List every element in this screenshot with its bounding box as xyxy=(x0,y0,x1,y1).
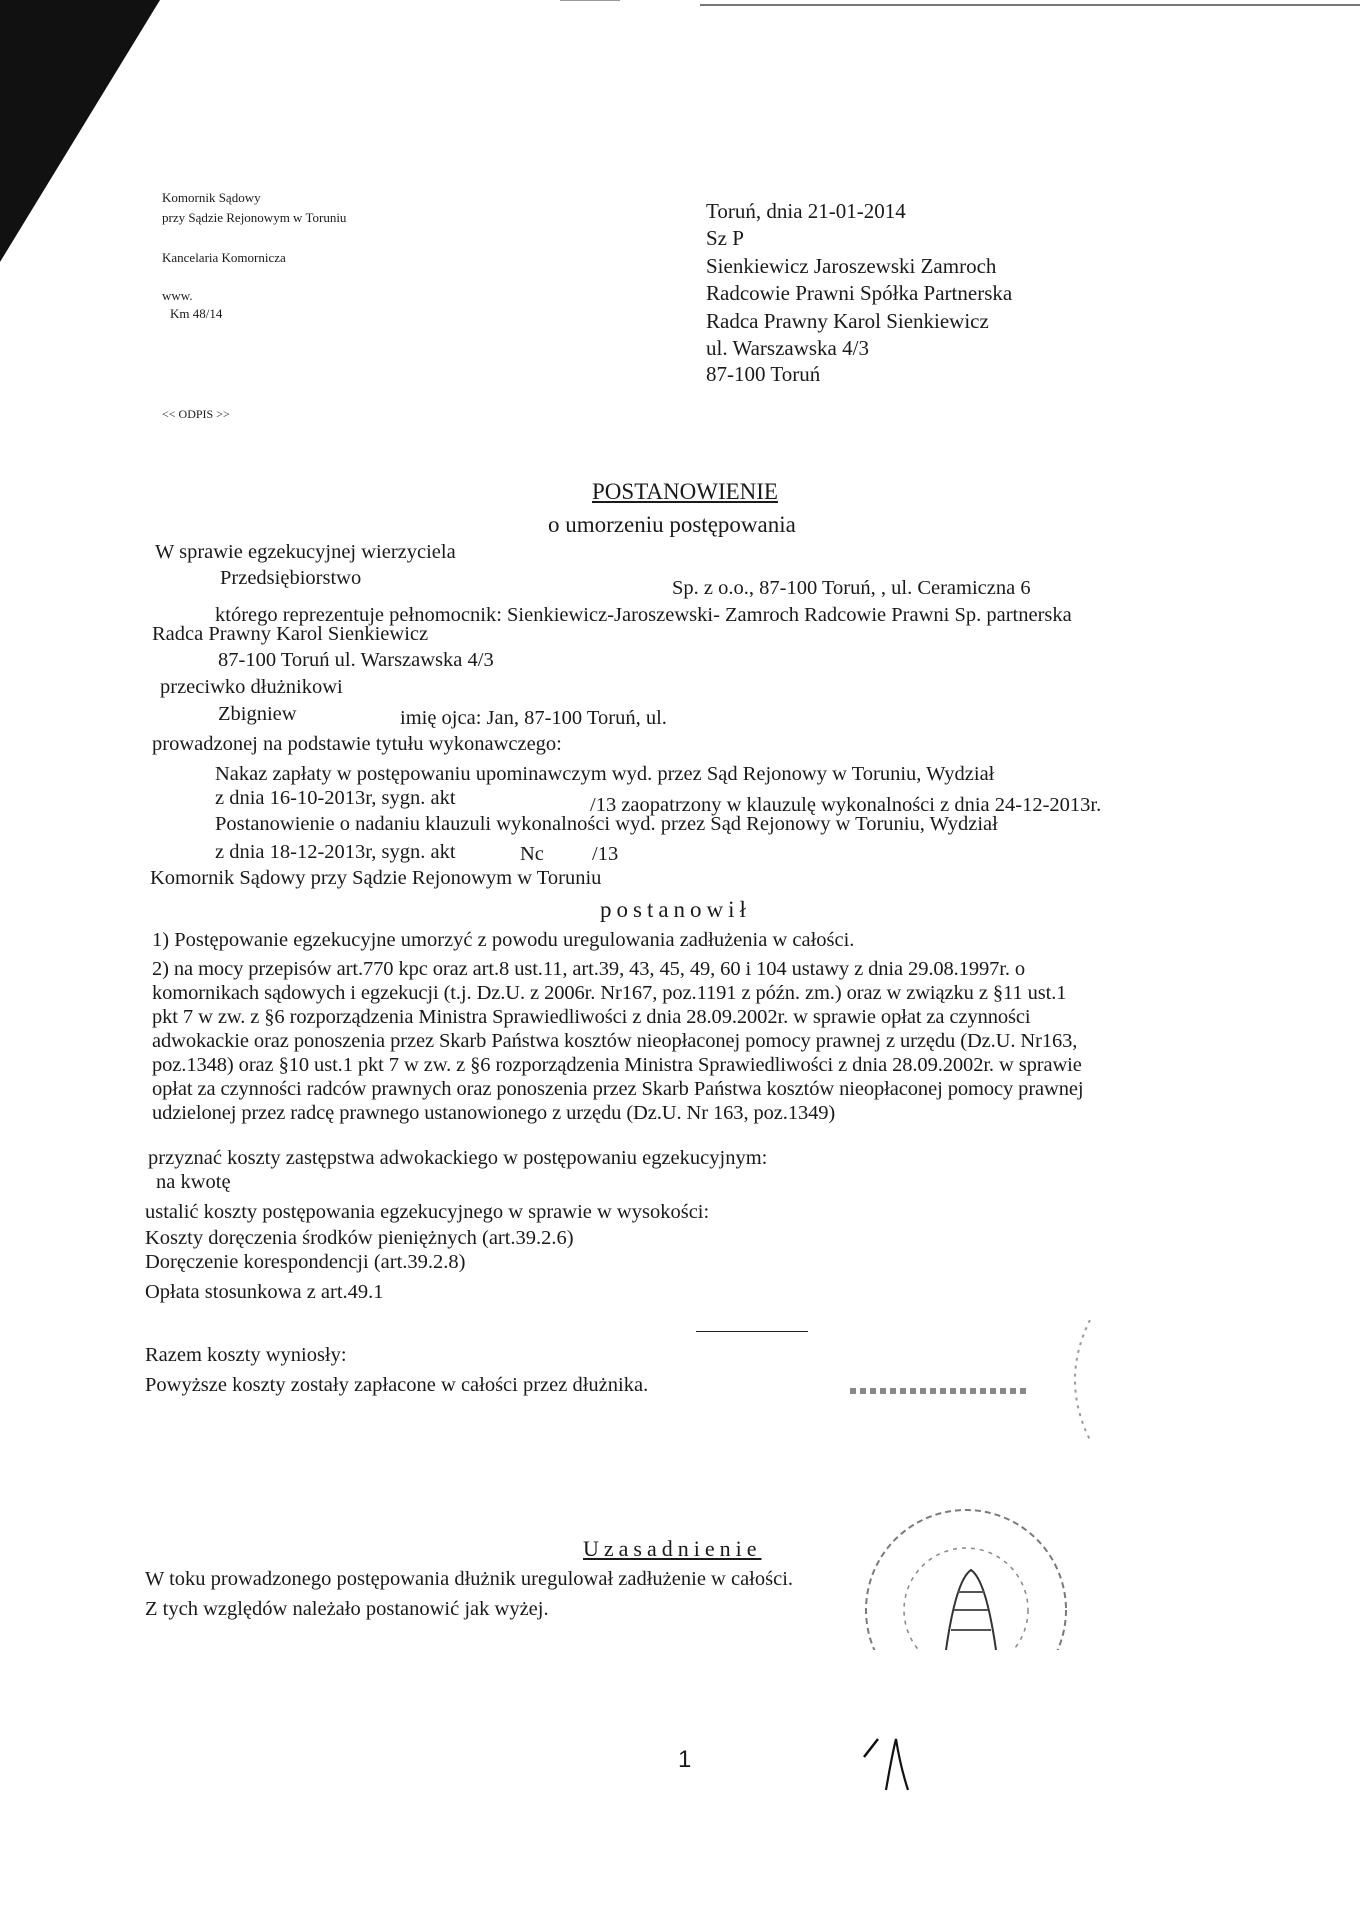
represented-by: którego reprezentuje pełnomocnik: Sienkiewicz-Jaroszewski- Zamroch Radcowie Prawni Sp. partnerska xyxy=(215,604,1072,626)
office-name: Komornik Sądowy xyxy=(162,190,261,205)
based-on: prowadzonej na podstawie tytułu wykonawczego: xyxy=(152,733,562,755)
copy-marker: << ODPIS >> xyxy=(162,407,230,421)
document-subtitle: o umorzeniu postępowania xyxy=(548,512,796,537)
point2-line: opłat za czynności radców prawnych oraz ponoszenia przez Skarb Państwa kosztów nieopłaconej pomocy prawnej xyxy=(152,1078,1084,1100)
title1-ref: /13 zaopatrzony w klauzulę wykonalności z dnia 24-12-2013r. xyxy=(590,794,1102,816)
recipient-line: ul. Warszawska 4/3 xyxy=(706,336,869,360)
point2-line: poz.1348) oraz §10 ust.1 pkt 7 w zw. z §6 rozporządzenia Ministra Sprawiedliwości z dnia 28.09.2002r. w sprawie xyxy=(152,1054,1082,1076)
official-seal-stamp xyxy=(846,1500,1076,1650)
justification-line: W toku prowadzonego postępowania dłużnik uregulował zadłużenie w całości. xyxy=(145,1568,794,1590)
total-label: Razem koszty wyniosły: xyxy=(145,1344,347,1366)
recipient-line: Radca Prawny Karol Sienkiewicz xyxy=(706,309,989,333)
point2-line: adwokackie oraz ponoszenia przez Skarb Państwa kosztów nieopłaconej pomocy prawnej z urzędu (Dz.U. Nr163, xyxy=(152,1030,1078,1052)
salutation: Sz P xyxy=(706,226,744,250)
office-court: przy Sądzie Rejonowym w Toruniu xyxy=(162,210,347,225)
point2-line: udzielonej przez radcę prawnego ustanowionego z urzędu (Dz.U. Nr 163, poz.1349) xyxy=(152,1102,836,1124)
scan-corner-shadow xyxy=(0,0,170,270)
place-date: Toruń, dnia 21-01-2014 xyxy=(706,199,906,223)
debtor-name: Zbigniew xyxy=(218,703,297,725)
cost-item: Doręczenie korespondencji (art.39.2.8) xyxy=(145,1251,466,1273)
title2-ref: /13 xyxy=(592,843,619,865)
title1-desc: Nakaz zapłaty w postępowaniu upominawczym wyd. przez Sąd Rejonowy w Toruniu, Wydział xyxy=(215,763,995,785)
attorney-address: 87-100 Toruń ul. Warszawska 4/3 xyxy=(218,649,494,671)
justification-heading: Uzasadnienie xyxy=(583,1536,762,1561)
signature xyxy=(856,1735,926,1795)
creditor-name: Przedsiębiorstwo xyxy=(220,567,362,589)
stamp-fragment xyxy=(1040,1320,1100,1440)
award-line: przyznać koszty zastępstwa adwokackiego w postępowaniu egzekucyjnym: xyxy=(148,1147,768,1169)
paid-note: Powyższe koszty zostały zapłacone w całości przez dłużnika. xyxy=(145,1374,649,1396)
decision-point-2 xyxy=(152,957,1232,1125)
total-rule xyxy=(696,1331,808,1332)
amount-label: na kwotę xyxy=(156,1171,231,1193)
chancellery: Kancelaria Komornicza xyxy=(162,250,286,265)
issuer: Komornik Sądowy przy Sądzie Rejonowym w Toruniu xyxy=(150,867,602,889)
scan-edge-line xyxy=(560,0,620,1)
recipient-line: Sienkiewicz Jaroszewski Zamroch xyxy=(706,254,997,278)
document-title: POSTANOWIENIE xyxy=(592,479,778,504)
case-ref: Km 48/14 xyxy=(170,306,223,321)
decision-point-1: 1) Postępowanie egzekucyjne umorzyć z powodu uregulowania zadłużenia w całości. xyxy=(152,929,855,951)
scan-edge-line xyxy=(700,4,1360,6)
justification-line: Z tych względów należało postanowić jak wyżej. xyxy=(145,1598,549,1620)
recipient-line: Radcowie Prawni Spółka Partnerska xyxy=(706,281,1013,305)
title1-date: z dnia 16-10-2013r, sygn. akt xyxy=(215,787,456,809)
cost-item: Opłata stosunkowa z art.49.1 xyxy=(145,1281,384,1303)
point2-line: 2) na mocy przepisów art.770 kpc oraz art.8 ust.11, art.39, 43, 45, 49, 60 i 104 ustawy z dnia 29.08.1997r. o xyxy=(152,958,1026,980)
point2-line: pkt 7 w zw. z §6 rozporządzenia Ministra Sprawiedliwości z dnia 28.09.2002r. w sprawie opłat za czynności xyxy=(152,1006,1031,1028)
www-label: www. xyxy=(162,288,193,303)
case-intro: W sprawie egzekucyjnej wierzyciela xyxy=(155,541,456,563)
title2-date: z dnia 18-12-2013r, sygn. akt xyxy=(215,841,456,863)
stamp-fragment xyxy=(850,1388,1030,1394)
title2-nc: Nc xyxy=(520,843,544,865)
recipient-line: 87-100 Toruń xyxy=(706,362,821,386)
point2-line: komornikach sądowych i egzekucji (t.j. Dz.U. z 2006r. Nr167, poz.1191 z późn. zm.) oraz w związku z §11 ust.1 xyxy=(152,982,1067,1004)
decision-heading: postanowił xyxy=(600,897,751,922)
costs-intro: ustalić koszty postępowania egzekucyjnego w sprawie w wysokości: xyxy=(145,1201,710,1223)
title2-desc: Postanowienie o nadaniu klauzuli wykonalności wyd. przez Sąd Rejonowy w Toruniu, Wydział xyxy=(215,813,998,835)
attorney-name: Radca Prawny Karol Sienkiewicz xyxy=(152,623,429,645)
debtor-info: imię ojca: Jan, 87-100 Toruń, ul. xyxy=(400,707,667,729)
page-number: 1 xyxy=(678,1746,692,1773)
against-label: przeciwko dłużnikowi xyxy=(160,676,343,698)
creditor-address: Sp. z o.o., 87-100 Toruń, , ul. Ceramiczna 6 xyxy=(672,577,1031,599)
cost-item: Koszty doręczenia środków pieniężnych (art.39.2.6) xyxy=(145,1227,574,1249)
